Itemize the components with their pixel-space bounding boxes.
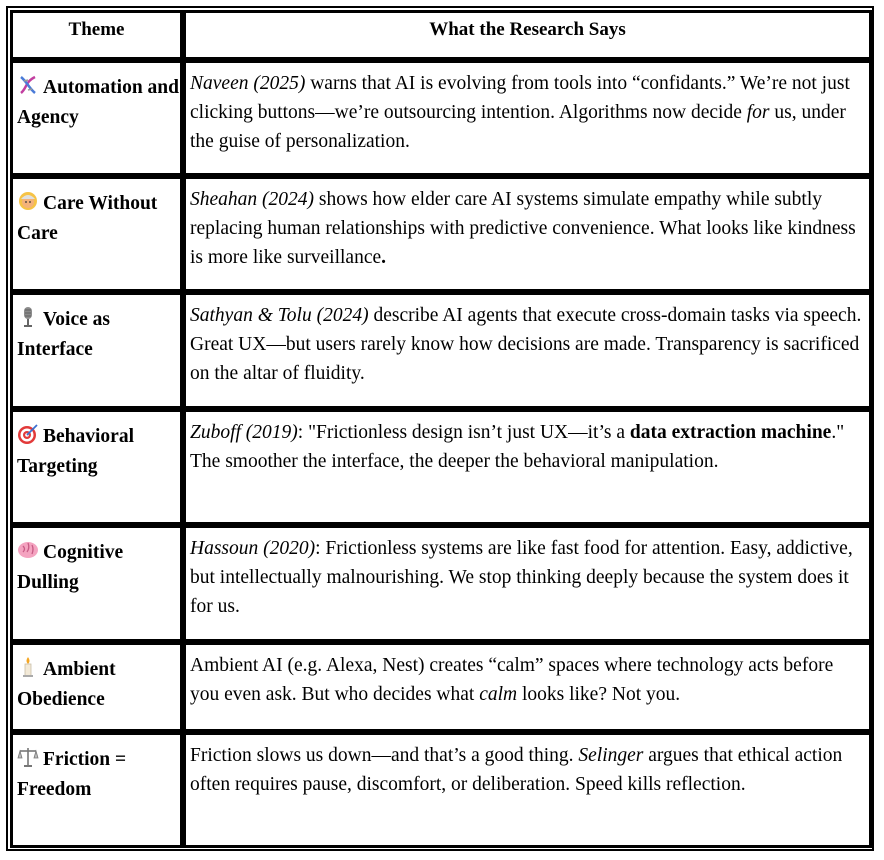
theme-label: Cognitive Dulling: [17, 541, 124, 593]
theme-label: Automation and Agency: [17, 77, 179, 128]
theme-cell: [10, 732, 183, 848]
research-text-tail: us, under the guise of personalization.: [190, 102, 846, 152]
research-text: describe AI agents that execute cross-domain tasks via speech. Great UX—but users rarely know how decisions are made. Transparency is sacrificed on the altar of fluidity.: [190, 305, 862, 385]
microphone-icon: [17, 306, 39, 328]
research-text: Ambient AI (e.g. Alexa, Nest) creates “calm” spaces where technology acts before you even ask. But who decides what: [190, 655, 834, 706]
header-theme: Theme: [10, 10, 183, 60]
research-cell: [183, 292, 872, 408]
older-person-icon: [17, 190, 39, 212]
theme-cell: [10, 176, 183, 292]
table-row: [10, 60, 872, 176]
citation: Zuboff (2019): [190, 421, 298, 443]
balance-scale-icon: [17, 746, 39, 768]
table-row: [10, 732, 872, 848]
research-emphasis: Selinger: [578, 744, 644, 766]
theme-cell: [10, 409, 183, 525]
theme-label: Ambient Obedience: [17, 659, 116, 711]
research-text-tail: ." The smoother the interface, the deeper the behavioral manipulation.: [190, 421, 845, 472]
table-row: [10, 176, 872, 292]
citation: Sheahan (2024): [190, 189, 315, 211]
research-cell: [183, 642, 872, 731]
research-text-tail: looks like? Not you.: [517, 684, 681, 706]
table-row: [10, 409, 872, 525]
research-bold-tail: .: [381, 247, 387, 269]
research-text: : "Frictionless design isn’t just UX—it’s a: [297, 421, 630, 443]
target-icon: [17, 423, 39, 445]
research-emphasis: for: [746, 102, 770, 123]
citation: Sathyan & Tolu (2024): [190, 305, 369, 327]
theme-label: Voice as Interface: [17, 309, 110, 361]
header-row: [10, 10, 872, 60]
research-text: shows how elder care AI systems simulate empathy while subtly replacing human relationships with predictive convenience. What looks like kindness is more like surveillance: [190, 189, 856, 269]
research-bold: data extraction machine: [629, 421, 832, 443]
research-cell: [183, 60, 872, 176]
citation: Hassoun (2020): [190, 537, 316, 559]
candle-icon: [17, 656, 39, 678]
table-row: [10, 292, 872, 408]
research-cell: [183, 409, 872, 525]
theme-label: Friction = Freedom: [17, 748, 127, 800]
research-text: Friction slows us down—and that’s a good thing.: [190, 744, 579, 766]
research-text-tail: argues that ethical action often requires pause, discomfort, or deliberation. Speed kills reflection.: [190, 744, 843, 795]
dna-icon: [17, 74, 39, 96]
theme-cell: [10, 642, 183, 731]
theme-cell: [10, 525, 183, 642]
table-row: [10, 525, 872, 642]
table-row: [10, 642, 872, 731]
research-text: warns that AI is evolving from tools into “confidants.” We’re not just clicking buttons—we’re outsourcing intention. Algorithms now decide: [190, 73, 850, 123]
theme-cell: [10, 60, 183, 176]
research-cell: [183, 176, 872, 292]
research-table: [10, 10, 872, 848]
citation: Naveen (2025): [190, 73, 306, 94]
header-research: What the Research Says: [183, 10, 872, 60]
research-cell: [183, 525, 872, 642]
theme-cell: [10, 292, 183, 408]
research-cell: [183, 732, 872, 848]
theme-label: Care Without Care: [17, 193, 158, 245]
theme-label: Behavioral Targeting: [17, 425, 134, 477]
research-text: : Frictionless systems are like fast food for attention. Easy, addictive, but intellectually malnourishing. We stop thinking deeply because the system does it for us.: [190, 537, 853, 617]
research-emphasis: calm: [479, 684, 518, 706]
brain-icon: [17, 539, 39, 561]
